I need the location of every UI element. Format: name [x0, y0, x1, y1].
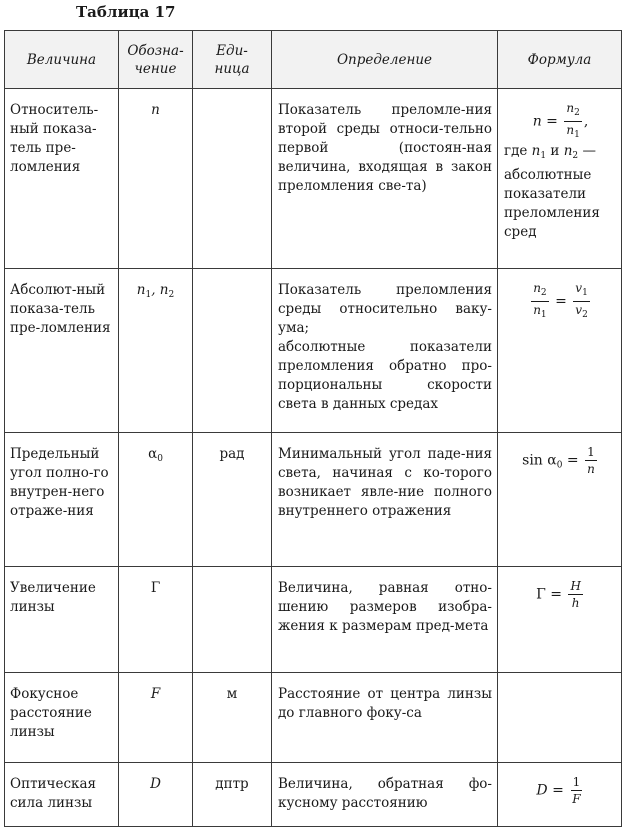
cell-notation: Γ: [119, 567, 193, 673]
header-notation: Обозна- чение: [119, 31, 193, 89]
formula: n = $\frac{n_2}{n_1}$ ,: [532, 101, 589, 140]
table-row: [5, 567, 622, 673]
cell-definition: Величина, равная отно-шению размеров изобра-жения к размерам пред-мета: [272, 567, 498, 673]
cell-unit: [193, 269, 272, 433]
cell-unit: рад: [193, 433, 272, 567]
cell-formula: [498, 89, 622, 269]
cell-definition: Расстояние от центра линзы до главного фоку-са: [272, 673, 498, 763]
cell-quantity: Абсолют-ный показа-тель пре-ломления: [5, 269, 119, 433]
fraction: $\frac{1}{n}$: [587, 445, 595, 476]
table-row: [5, 269, 622, 433]
table-row: [5, 673, 622, 763]
cell-definition: Показатель преломле-ния второй среды относи-тельно первой (постоян-ная величина, входящая в закон преломления све-та): [272, 89, 498, 269]
cell-quantity: Предельный угол полно-го внутрен-него отраже-ния: [5, 433, 119, 567]
cell-quantity: Относитель-ный показа-тель пре-ломления: [5, 89, 119, 269]
cell-formula: [498, 673, 622, 763]
table-row: [5, 433, 622, 567]
cell-unit: [193, 567, 272, 673]
cell-definition: Величина, обратная фо-кусному расстоянию: [272, 763, 498, 827]
fraction: $\frac{n_2}{n_1}$: [566, 101, 580, 140]
cell-notation: $\alpha_0$: [119, 433, 193, 567]
cell-formula: [498, 269, 622, 433]
cell-unit: [193, 89, 272, 269]
cell-notation: $n_1$, $n_2$: [119, 269, 193, 433]
formula: Γ = $\frac{H}{h}$: [536, 579, 581, 610]
cell-quantity: Фокусное расстояние линзы: [5, 673, 119, 763]
fraction: $\frac{1}{F}$: [572, 775, 581, 806]
fraction: $\frac{H}{h}$: [570, 579, 581, 610]
table-row: [5, 89, 622, 269]
cell-formula: [498, 763, 622, 827]
cell-unit: дптр: [193, 763, 272, 827]
fraction: $\frac{v_1}{v_2}$: [575, 281, 588, 320]
formula: D = $\frac{1}{F}$: [536, 775, 581, 806]
cell-formula: [498, 567, 622, 673]
table-row: [5, 763, 622, 827]
formula: $\frac{n_2}{n_1}$ = $\frac{v_1}{v_2}$: [533, 281, 588, 320]
cell-unit: м: [193, 673, 272, 763]
cell-notation: F: [119, 673, 193, 763]
cell-quantity: Оптическая сила линзы: [5, 763, 119, 827]
cell-notation: n: [119, 89, 193, 269]
cell-definition: Показатель преломления среды относительно ваку-ума; абсолютные показатели преломления обратно про-порциональны скорости света в данных средах: [272, 269, 498, 433]
formula: $\sin \alpha_0$ = $\frac{1}{n}$: [522, 445, 595, 476]
cell-notation: D: [119, 763, 193, 827]
table-caption: Таблица 17: [76, 3, 176, 21]
header-formula: Формула: [498, 31, 622, 89]
physics-table: [4, 30, 622, 827]
fraction: $\frac{n_2}{n_1}$: [533, 281, 547, 320]
header-quantity: Величина: [5, 31, 119, 89]
header-row: [5, 31, 622, 89]
header-definition: Определение: [272, 31, 498, 89]
header-unit: Еди- ница: [193, 31, 272, 89]
cell-formula: [498, 433, 622, 567]
cell-quantity: Увеличение линзы: [5, 567, 119, 673]
cell-definition: Минимальный угол паде-ния света, начиная с ко-торого возникает явле-ние полного внутреннего отражения: [272, 433, 498, 567]
formula-note: где $n_1$ и $n_2$ — абсолютные показатели преломления сред: [504, 143, 600, 240]
